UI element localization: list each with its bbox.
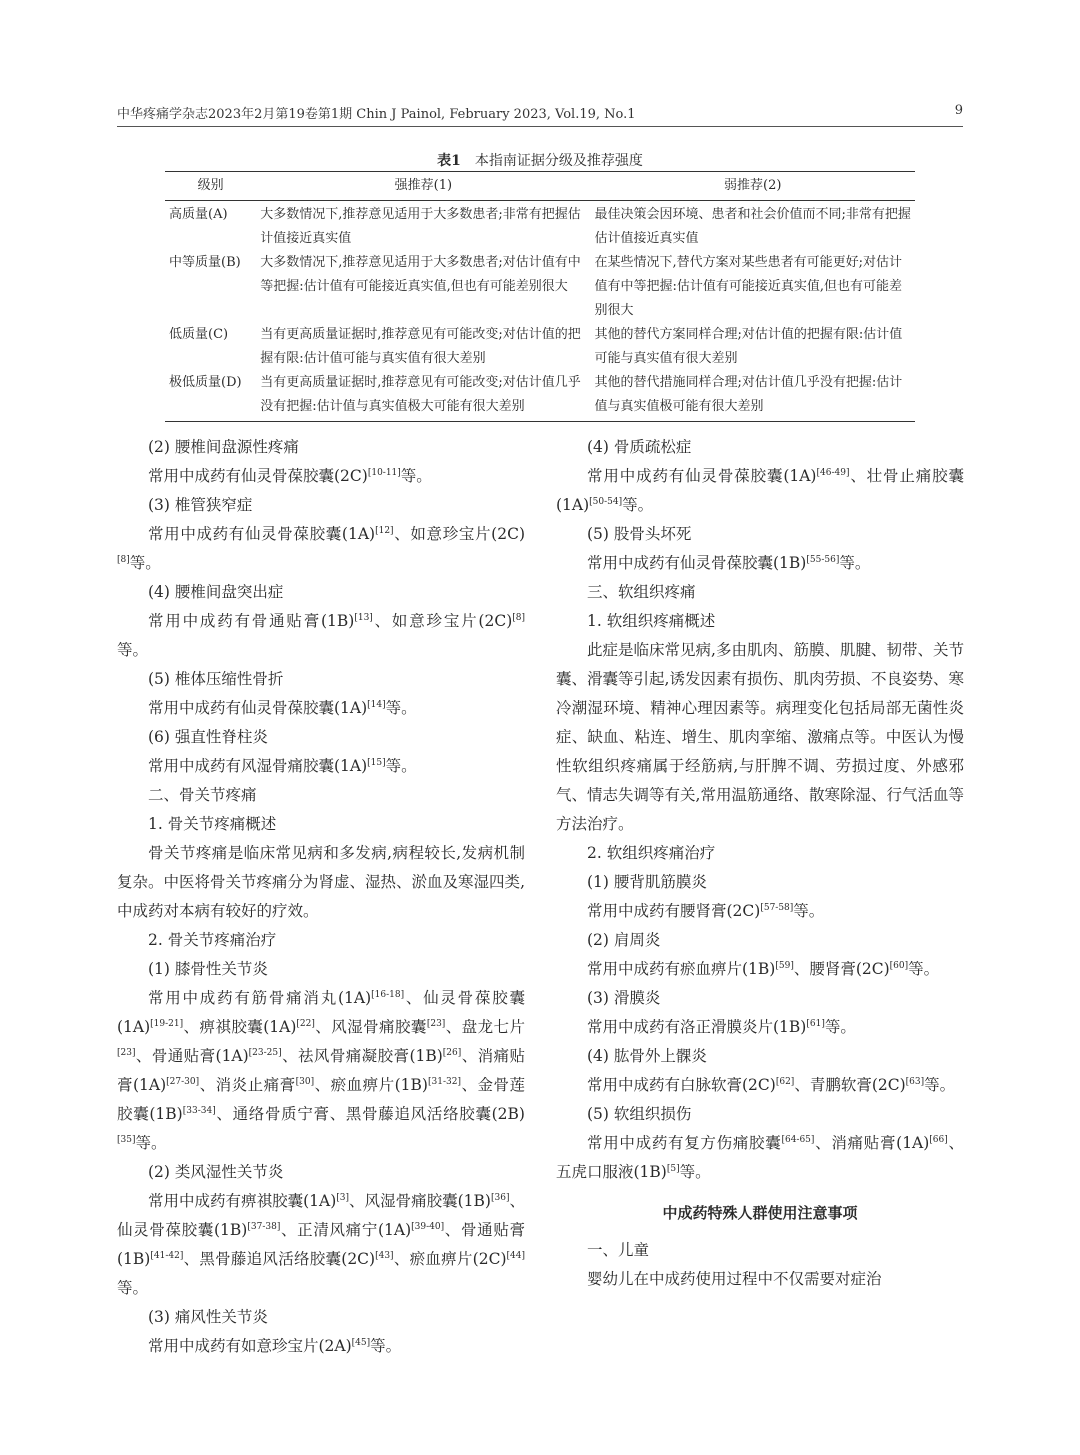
section-heading: 二、骨关节疼痛 [148, 786, 257, 804]
citation[interactable]: [64-65] [781, 1135, 815, 1145]
citation[interactable]: [22] [296, 1019, 315, 1029]
subheading: (3) 痛风性关节炎 [148, 1308, 268, 1326]
citation[interactable]: [13] [354, 613, 373, 623]
section-title: 中成药特殊人群使用注意事项 [662, 1204, 858, 1222]
citation[interactable]: [5] [666, 1164, 680, 1174]
citation[interactable]: [31-32] [427, 1077, 461, 1087]
subheading: 2. 骨关节疼痛治疗 [148, 931, 277, 949]
table-header-row [165, 172, 915, 201]
citation[interactable]: [39-40] [411, 1222, 445, 1232]
citation[interactable]: [23] [426, 1019, 446, 1029]
subheading: (6) 强直性脊柱炎 [148, 728, 268, 746]
paragraph: 常用中成药有瘀血痹片(1B)[59]、腰肾膏(2C)[60]等。 [587, 960, 940, 978]
citation[interactable]: [14] [367, 700, 386, 710]
subheading: (2) 肩周炎 [587, 931, 661, 949]
table-row [165, 251, 915, 323]
citation[interactable]: [50-54] [589, 497, 623, 507]
subheading: (3) 滑膜炎 [587, 989, 661, 1007]
subheading: (2) 类风湿性关节炎 [148, 1163, 284, 1181]
table-cell-strong: 大多数情况下,推荐意见适用于大多数患者;非常有把握估计值接近真实值 [260, 207, 581, 246]
citation[interactable]: [15] [367, 758, 386, 768]
citation[interactable]: [26] [442, 1048, 462, 1058]
table-cell-weak: 其他的替代方案同样合理;对估计值的把握有限:估计值可能与真实值有很大差别 [594, 327, 903, 366]
table-cell-strong: 大多数情况下,推荐意见适用于大多数患者;对估计值有中等把握:估计值有可能接近真实值,但也有可能差别很大 [260, 255, 581, 294]
citation[interactable]: [10-11] [367, 468, 401, 478]
citation[interactable]: [66] [929, 1135, 948, 1145]
table-row [165, 371, 915, 422]
citation[interactable]: [8] [512, 613, 525, 623]
citation[interactable]: [43] [375, 1251, 394, 1261]
paragraph: 骨关节疼痛是临床常见病和多发病,病程较长,发病机制复杂。中医将骨关节疼痛分为肾虚、湿热、淤血及寒湿四类,中成药对本病有较好的疗效。 [117, 844, 525, 920]
table-cell-weak: 在某些情况下,替代方案对某些患者有可能更好;对估计值有中等把握:估计值有可能接近真实值,但也有可能差别很大 [594, 255, 903, 318]
left-column [117, 433, 525, 1361]
paragraph: 常用中成药有仙灵骨葆胶囊(1A)[46-49]、壮骨止痛胶囊(1A)[50-54]等。 [556, 467, 964, 514]
citation[interactable]: [19-21] [150, 1019, 184, 1029]
table-title: 本指南证据分级及推荐强度 [474, 153, 643, 169]
paragraph: 常用中成药有洛正滑膜炎片(1B)[61]等。 [587, 1018, 856, 1036]
running-header [117, 103, 963, 122]
paragraph: 常用中成药有仙灵骨葆胶囊(1A)[14]等。 [148, 699, 417, 717]
paragraph: 常用中成药有复方伤痛胶囊[64-65]、消痛贴膏(1A)[66]、五虎口服液(1B)[5]等。 [556, 1134, 964, 1181]
citation[interactable]: [62] [775, 1077, 795, 1087]
table-cell-weak: 最佳决策会因环境、患者和社会价值而不同;非常有把握估计值接近真实值 [594, 207, 911, 246]
paragraph: 常用中成药有仙灵骨葆胶囊(1A)[12]、如意珍宝片(2C)[8]等。 [117, 525, 525, 572]
citation[interactable]: [60] [889, 961, 909, 971]
citation[interactable]: [16-18] [371, 990, 405, 1000]
citation[interactable]: [35] [117, 1135, 136, 1145]
header-rule [117, 126, 963, 127]
subheading: (5) 股骨头坏死 [587, 525, 692, 543]
table-label: 表1 [437, 153, 461, 169]
citation[interactable]: [30] [295, 1077, 315, 1087]
journal-citation: 中华疼痛学杂志2023年2月第19卷第1期 Chin J Painol, February 2023, Vol.19, No.1 [117, 107, 636, 122]
citation[interactable]: [44] [506, 1251, 525, 1261]
section-heading: 一、儿童 [587, 1241, 650, 1259]
paragraph: 常用中成药有仙灵骨葆胶囊(2C)[10-11]等。 [148, 467, 432, 485]
subheading: 1. 骨关节疼痛概述 [148, 815, 277, 833]
table-header-strong: 强推荐(1) [256, 172, 590, 201]
subheading: (1) 膝骨性关节炎 [148, 960, 268, 978]
citation[interactable]: [45] [351, 1338, 371, 1348]
table-header-level: 级别 [165, 172, 256, 201]
table-cell-level: 低质量(C) [169, 327, 229, 342]
table-row [165, 201, 915, 252]
table-cell-strong: 当有更高质量证据时,推荐意见有可能改变;对估计值几乎没有把握:估计值与真实值极大可能有很大差别 [256, 371, 590, 422]
section-heading: 三、软组织疼痛 [587, 583, 696, 601]
subheading: (4) 腰椎间盘突出症 [148, 583, 284, 601]
subheading: 1. 软组织疼痛概述 [587, 612, 716, 630]
citation[interactable]: [8] [117, 555, 130, 565]
table-cell-level: 极低质量(D) [165, 371, 256, 422]
subheading: (5) 椎体压缩性骨折 [148, 670, 284, 688]
subheading: (5) 软组织损伤 [587, 1105, 692, 1123]
citation[interactable]: [63] [905, 1077, 925, 1087]
citation[interactable]: [33-34] [182, 1106, 216, 1116]
subheading: (2) 腰椎间盘源性疼痛 [148, 438, 299, 456]
paragraph: 常用中成药有如意珍宝片(2A)[45]等。 [148, 1337, 402, 1355]
table-cell-strong: 当有更高质量证据时,推荐意见有可能改变;对估计值的把握有限:估计值可能与真实值有很大差别 [260, 327, 581, 366]
table-caption [117, 150, 963, 170]
paragraph: 常用中成药有筋骨痛消丸(1A)[16-18]、仙灵骨葆胶囊(1A)[19-21]、痹祺胶囊(1A)[22]、风湿骨痛胶囊[23]、盘龙七片[23]、骨通贴膏(1A)[23-25]、祛风骨痛凝胶膏(1B)[26]、消痛贴膏(1A)[27-30]、消炎止痛膏[30]、瘀血痹片(1B)[31-32]、金骨莲胶囊(1B)[33-34]、通络骨质宁膏、黑骨藤追风活络胶囊(2B)[35]等。 [117, 989, 525, 1152]
table-row [165, 323, 915, 371]
paragraph: 婴幼儿在中成药使用过程中不仅需要对症治 [587, 1270, 882, 1288]
subheading: (3) 椎管狭窄症 [148, 496, 253, 514]
citation[interactable]: [12] [375, 526, 394, 536]
table-cell-level: 中等质量(B) [169, 255, 241, 270]
page-number: 9 [954, 103, 963, 118]
subheading: (1) 腰背肌筋膜炎 [587, 873, 707, 891]
table-cell-level: 高质量(A) [169, 207, 228, 222]
evidence-grading-table [165, 171, 915, 422]
citation[interactable]: [23] [117, 1048, 136, 1058]
paragraph: 常用中成药有骨通贴膏(1B)[13]、如意珍宝片(2C)[8]等。 [117, 612, 525, 659]
paragraph: 常用中成药有腰肾膏(2C)[57-58]等。 [587, 902, 825, 920]
paragraph: 常用中成药有痹祺胶囊(1A)[3]、风湿骨痛胶囊(1B)[36]、仙灵骨葆胶囊(1B)[37-38]、正清风痛宁(1A)[39-40]、骨通贴膏(1B)[41-42]、黑骨藤追风活络胶囊(2C)[43]、瘀血痹片(2C)[44]等。 [117, 1192, 525, 1297]
citation[interactable]: [46-49] [816, 468, 850, 478]
paragraph: 此症是临床常见病,多由肌肉、筋膜、肌腱、韧带、关节囊、滑囊等引起,诱发因素有损伤、肌肉劳损、不良姿势、寒冷潮湿环境、精神心理因素等。病理变化包括局部无菌性炎症、缺血、粘连、增生、肌肉挛缩、激痛点等。中医认为慢性软组织疼痛属于经筋病,与肝脾不调、劳损过度、外感邪气、情志失调等有关,常用温筋通络、散寒除湿、行气活血等方法治疗。 [556, 641, 964, 833]
citation[interactable]: [23-25] [248, 1048, 282, 1058]
citation[interactable]: [36] [490, 1193, 510, 1203]
citation[interactable]: [37-38] [247, 1222, 281, 1232]
citation[interactable]: [27-30] [166, 1077, 200, 1087]
table-header-weak: 弱推荐(2) [591, 172, 916, 201]
citation[interactable]: [41-42] [150, 1251, 184, 1261]
paragraph: 常用中成药有仙灵骨葆胶囊(1B)[55-56]等。 [587, 554, 871, 572]
citation[interactable]: [61] [806, 1019, 825, 1029]
subheading: 2. 软组织疼痛治疗 [587, 844, 716, 862]
citation[interactable]: [3] [336, 1193, 350, 1203]
paragraph: 常用中成药有风湿骨痛胶囊(1A)[15]等。 [148, 757, 417, 775]
table-cell-weak: 其他的替代措施同样合理;对估计值几乎没有把握:估计值与真实值极可能有很大差别 [591, 371, 916, 422]
citation[interactable]: [59] [775, 961, 794, 971]
right-column [556, 433, 964, 1294]
citation[interactable]: [55-56] [806, 555, 840, 565]
paragraph: 常用中成药有白脉软膏(2C)[62]、青鹏软膏(2C)[63]等。 [587, 1076, 956, 1094]
subheading: (4) 骨质疏松症 [587, 438, 692, 456]
subheading: (4) 肱骨外上髁炎 [587, 1047, 707, 1065]
citation[interactable]: [57-58] [760, 903, 794, 913]
